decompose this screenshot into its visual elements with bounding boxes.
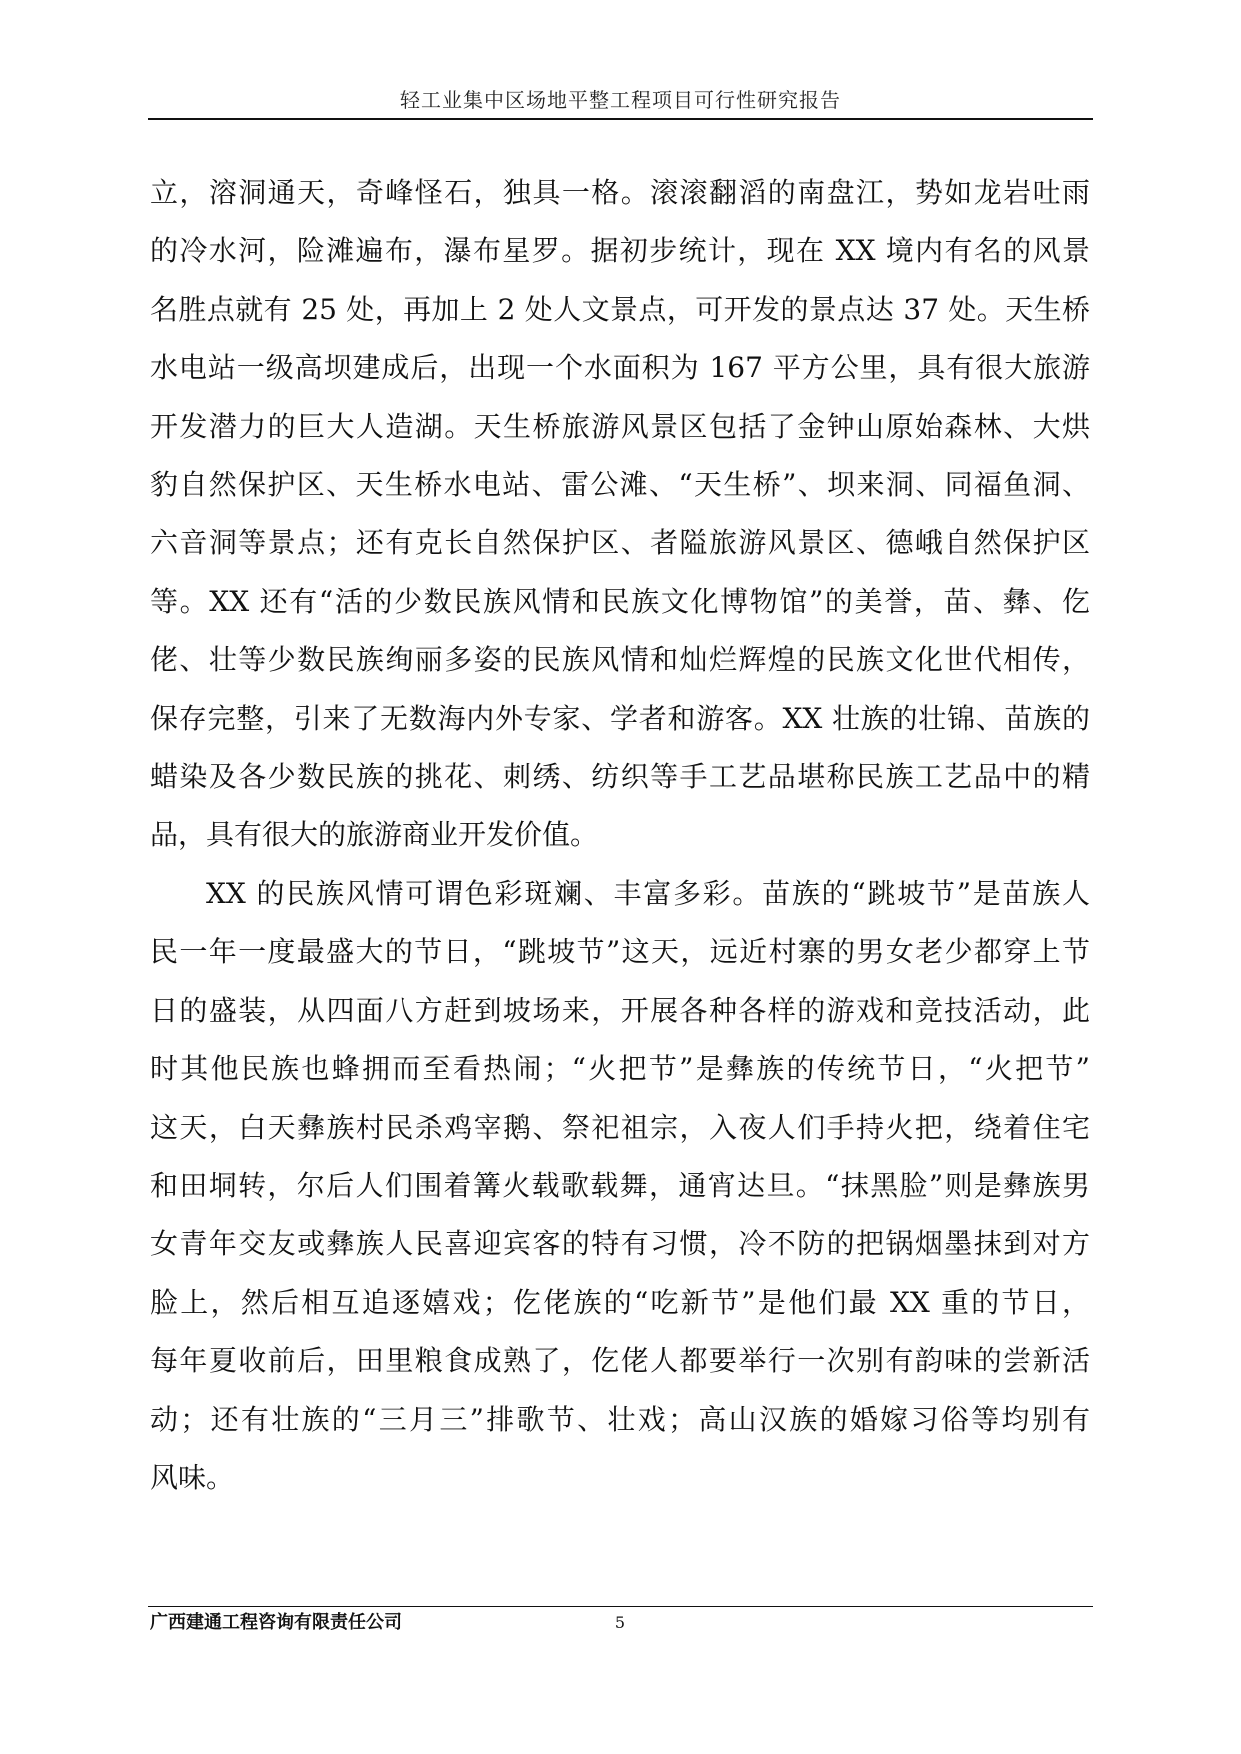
- text-line: 日的盛装，从四面八方赶到坡场来，开展各种各样的游戏和竞技活动，此: [150, 993, 1090, 1027]
- text-line: 民一年一度最盛大的节日，“跳坡节”这天，远近村寨的男女老少都穿上节: [150, 935, 1090, 969]
- text-line: 水电站一级高坝建成后，出现一个水面积为 167 平方公里，具有很大旅游: [150, 351, 1090, 385]
- text-line: 开发潜力的巨大人造湖。天生桥旅游风景区包括了金钟山原始森林、大烘: [150, 409, 1090, 443]
- page-number: 5: [614, 1613, 626, 1632]
- text-line: 保存完整，引来了无数海内外专家、学者和游客。XX 壮族的壮锦、苗族的: [150, 701, 1090, 735]
- text-line: 每年夏收前后，田里粮食成熟了，仡佬人都要举行一次别有韵味的尝新活: [150, 1344, 1090, 1378]
- text-line: 时其他民族也蜂拥而至看热闹；“火把节”是彝族的传统节日，“火把节”: [150, 1052, 1090, 1086]
- header-divider: [148, 118, 1093, 120]
- text-line: 风味。: [150, 1460, 235, 1494]
- text-line: 蜡染及各少数民族的挑花、刺绣、纺织等手工艺品堪称民族工艺品中的精: [150, 760, 1090, 794]
- text-line: 脸上，然后相互追逐嬉戏；仡佬族的“吃新节”是他们最 XX 重的节日，: [150, 1285, 1090, 1319]
- text-line: 等。XX 还有“活的少数民族风情和民族文化博物馆”的美誉，苗、彝、仡: [150, 584, 1090, 618]
- footer-company-name: 广西建通工程咨询有限责任公司: [150, 1612, 402, 1633]
- document-body: [150, 164, 1090, 1507]
- text-line: 品，具有很大的旅游商业开发价值。: [150, 818, 599, 852]
- footer-divider: [148, 1606, 1093, 1607]
- text-line: 豹自然保护区、天生桥水电站、雷公滩、“天生桥”、坝来洞、同福鱼洞、: [150, 468, 1090, 502]
- text-line: 六音洞等景点；还有克长自然保护区、者隘旅游风景区、德峨自然保护区: [150, 526, 1090, 560]
- text-line: 女青年交友或彝族人民喜迎宾客的特有习惯，冷不防的把锅烟墨抹到对方: [150, 1227, 1090, 1261]
- paragraph-scenery: [150, 164, 1090, 865]
- page-header-title: 轻工业集中区场地平整工程项目可行性研究报告: [400, 88, 841, 112]
- text-line: XX 的民族风情可谓色彩斑斓、丰富多彩。苗族的“跳坡节”是苗族人: [206, 876, 1090, 910]
- text-line: 动；还有壮族的“三月三”排歌节、壮戏；高山汉族的婚嫁习俗等均别有: [150, 1402, 1090, 1436]
- text-line: 和田垌转，尔后人们围着篝火载歌载舞，通宵达旦。“抹黑脸”则是彝族男: [150, 1168, 1090, 1202]
- text-line: 立，溶洞通天，奇峰怪石，独具一格。滚滚翻滔的南盘江，势如龙岩吐雨: [150, 176, 1090, 209]
- text-line: 的冷水河，险滩遍布，瀑布星罗。据初步统计，现在 XX 境内有名的风景: [150, 234, 1090, 268]
- text-line: 名胜点就有 25 处，再加上 2 处人文景点，可开发的景点达 37 处。天生桥: [150, 292, 1090, 326]
- text-line: 这天，白天彝族村民杀鸡宰鹅、祭祀祖宗，入夜人们手持火把，绕着住宅: [150, 1110, 1090, 1144]
- paragraph-customs: [150, 865, 1090, 1507]
- text-line: 佬、壮等少数民族绚丽多姿的民族风情和灿烂辉煌的民族文化世代相传，: [150, 643, 1090, 677]
